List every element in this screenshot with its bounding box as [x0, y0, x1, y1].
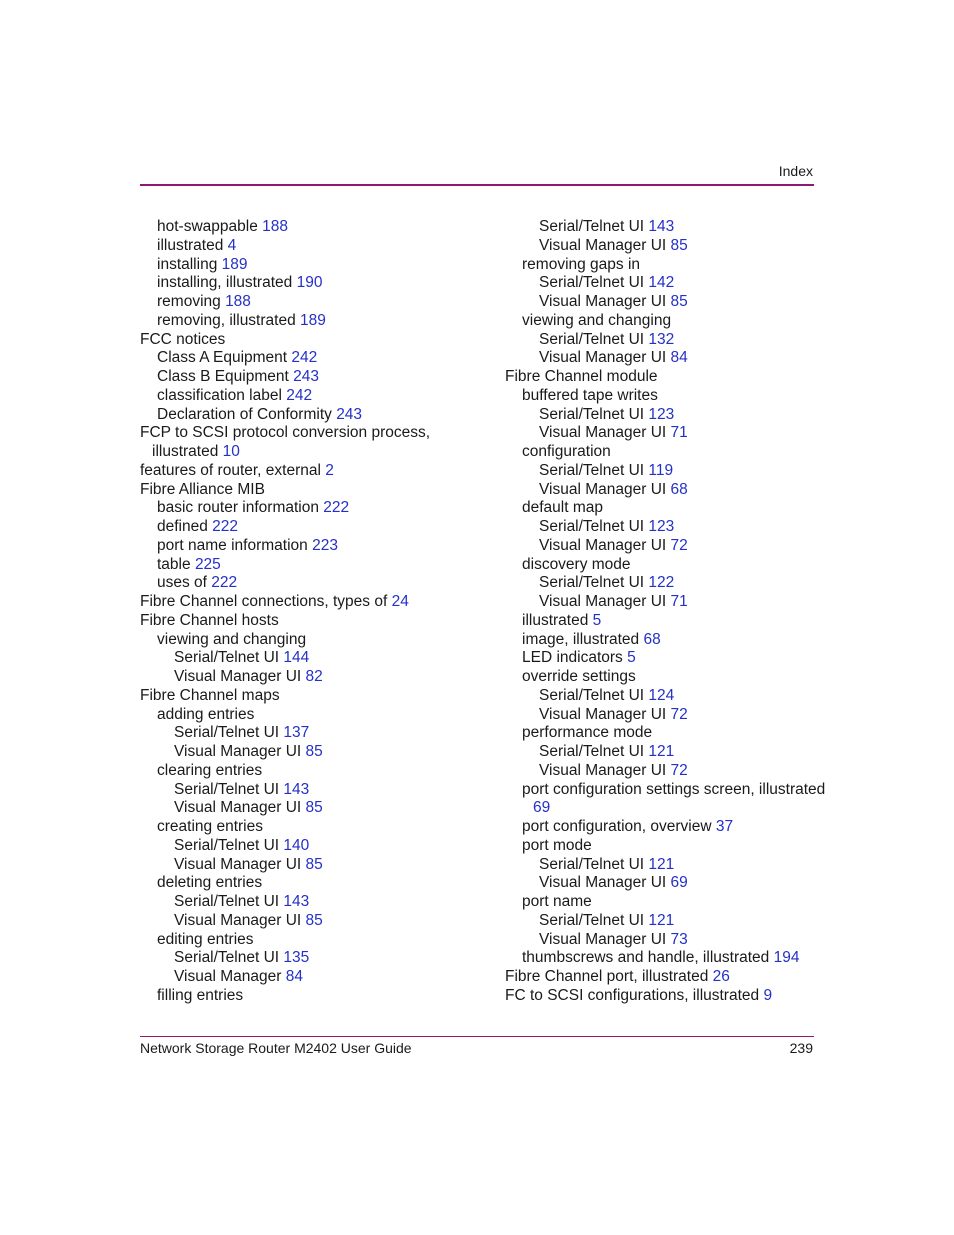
- index-page-link[interactable]: 243: [293, 368, 319, 385]
- index-entry-text: viewing and changing: [522, 311, 672, 329]
- index-entry: [140, 818, 500, 837]
- index-entry: [505, 706, 820, 725]
- index-entry: [505, 724, 820, 743]
- index-page-link[interactable]: 5: [627, 649, 636, 667]
- index-entry: [505, 256, 820, 275]
- index-entry: [140, 537, 500, 556]
- index-entry: [505, 687, 820, 706]
- index-page-link[interactable]: 4: [227, 236, 237, 254]
- header-section-label: Index: [778, 163, 813, 179]
- index-entry: [140, 349, 500, 368]
- index-entry-text: buffered tape writes: [522, 386, 658, 404]
- index-entry-text: removing: [157, 293, 221, 310]
- index-entry-text: Visual Manager UI: [174, 855, 302, 873]
- index-entry: [140, 368, 500, 387]
- index-page-link[interactable]: 132: [648, 330, 675, 348]
- index-entry-text: Fibre Channel maps: [140, 686, 280, 704]
- index-page-link[interactable]: 194: [773, 949, 800, 967]
- index-entry-text: port mode: [522, 836, 592, 854]
- index-entry: [140, 556, 500, 575]
- index-entry-text: Fibre Channel hosts: [140, 611, 279, 629]
- index-entry: [505, 368, 820, 387]
- index-entry: [140, 931, 500, 950]
- index-entry: [505, 799, 820, 818]
- index-entry-text: image, illustrated: [522, 630, 640, 648]
- index-entry: [140, 481, 500, 500]
- index-entry: [505, 837, 820, 856]
- index-entry-text: thumbscrews and handle, illustrated: [522, 949, 770, 967]
- index-page-link[interactable]: 135: [283, 949, 310, 967]
- index-page-link[interactable]: 68: [643, 630, 661, 648]
- index-page-link[interactable]: 85: [305, 743, 323, 760]
- index-entry: [505, 649, 820, 668]
- index-page-link[interactable]: 73: [670, 930, 688, 948]
- index-entry-text: Declaration of Conformity: [157, 405, 332, 423]
- index-entry: [140, 912, 500, 931]
- index-page-link[interactable]: 144: [283, 649, 310, 667]
- index-page-link[interactable]: 223: [312, 536, 338, 554]
- index-entry-text: performance mode: [522, 724, 653, 742]
- index-entry: [505, 331, 820, 350]
- index-page-link[interactable]: 143: [648, 218, 675, 235]
- index-entry: [505, 462, 820, 481]
- index-page-link[interactable]: 72: [670, 536, 688, 554]
- index-entry: [140, 743, 500, 762]
- index-entry-text: removing, illustrated: [157, 311, 296, 329]
- index-page-link[interactable]: 5: [592, 611, 602, 629]
- index-entry-text: Serial/Telnet UI: [174, 949, 280, 967]
- index-page-link[interactable]: 137: [283, 724, 310, 742]
- index-entry-text: configuration: [522, 443, 611, 460]
- index-entry: [505, 556, 820, 575]
- index-entry-text: illustrated: [152, 443, 219, 460]
- index-page-link[interactable]: 84: [285, 968, 303, 985]
- index-entry-text: uses of: [157, 574, 207, 592]
- index-entry-text: default map: [522, 499, 603, 517]
- index-page-link[interactable]: 9: [763, 986, 773, 1004]
- index-entry-text: Serial/Telnet UI: [539, 218, 645, 235]
- index-entry-text: creating entries: [157, 818, 263, 835]
- index-entry: [140, 874, 500, 893]
- index-entry-text: features of router, external: [140, 461, 321, 479]
- index-page-link[interactable]: 189: [300, 311, 326, 329]
- index-entry: [140, 687, 500, 706]
- index-entry: [140, 237, 500, 256]
- index-entry: [140, 949, 500, 968]
- index-entry-text: Serial/Telnet UI: [539, 855, 645, 873]
- index-entry-text: Visual Manager UI: [539, 349, 667, 367]
- index-page-link[interactable]: 10: [222, 443, 240, 460]
- index-entry: [505, 406, 820, 425]
- index-entry-text: Visual Manager UI: [174, 668, 302, 685]
- index-page-link[interactable]: 37: [715, 818, 734, 835]
- index-entry-text: viewing and changing: [157, 630, 307, 648]
- index-entry-text: port name information: [157, 536, 308, 554]
- index-page-link[interactable]: 140: [283, 836, 310, 854]
- index-page-link[interactable]: 242: [291, 349, 318, 367]
- index-entry-text: Visual Manager UI: [539, 480, 667, 498]
- index-entry-text: hot-swappable: [157, 218, 258, 235]
- index-page-link[interactable]: 85: [670, 236, 688, 254]
- index-page-link[interactable]: 142: [648, 274, 675, 292]
- index-page-link[interactable]: 121: [648, 911, 675, 929]
- index-entry: [140, 706, 500, 725]
- index-entry: [140, 218, 500, 237]
- index-entry-text: illustrated: [157, 236, 224, 254]
- index-entry-text: Visual Manager UI: [174, 799, 302, 817]
- index-entry: [140, 274, 500, 293]
- index-entry-text: Fibre Channel module: [505, 368, 658, 385]
- index-entry: [140, 593, 500, 612]
- index-page-link[interactable]: 242: [286, 386, 313, 404]
- index-entry: [140, 518, 500, 537]
- index-entry-text: Visual Manager: [174, 968, 282, 985]
- index-entry: [140, 856, 500, 875]
- index-entry: [140, 762, 500, 781]
- index-entry-text: Visual Manager UI: [539, 293, 667, 310]
- index-entry-text: Serial/Telnet UI: [539, 405, 645, 423]
- index-entry: [505, 574, 820, 593]
- index-page-link[interactable]: 121: [648, 743, 675, 760]
- index-entry: [140, 612, 500, 631]
- index-page-link[interactable]: 222: [212, 518, 239, 535]
- index-entry-text: Serial/Telnet UI: [539, 911, 645, 929]
- index-entry-text: editing entries: [157, 930, 254, 948]
- index-entry: [505, 987, 820, 1006]
- index-page-link[interactable]: 190: [296, 274, 323, 292]
- index-page-link[interactable]: 123: [648, 518, 675, 535]
- index-entry-text: Serial/Telnet UI: [174, 649, 280, 667]
- index-entry-text: filling entries: [157, 986, 244, 1004]
- index-entry-text: Serial/Telnet UI: [539, 743, 645, 760]
- index-entry: [140, 462, 500, 481]
- index-entry: [505, 762, 820, 781]
- index-entry-text: Serial/Telnet UI: [174, 724, 280, 742]
- index-entry: [505, 481, 820, 500]
- index-entry-text: FC to SCSI configurations, illustrated: [505, 986, 760, 1004]
- index-entry: [140, 837, 500, 856]
- index-entry-text: Visual Manager UI: [539, 536, 667, 554]
- index-entry: [505, 912, 820, 931]
- index-page-link[interactable]: 24: [391, 593, 409, 610]
- index-entry-text: Serial/Telnet UI: [174, 836, 280, 854]
- index-page-link[interactable]: 72: [670, 705, 688, 723]
- index-entry-text: FCP to SCSI protocol conversion process,: [140, 424, 431, 442]
- index-entry-text: port configuration, overview: [522, 818, 712, 835]
- index-column-right: [505, 218, 826, 1006]
- index-entry: [505, 274, 820, 293]
- index-entry: [505, 593, 820, 612]
- index-entry: [140, 387, 500, 406]
- index-page-link[interactable]: 2: [325, 461, 334, 479]
- index-page-link[interactable]: 124: [648, 686, 675, 704]
- index-entry: [505, 818, 820, 837]
- index-entry-text: Serial/Telnet UI: [539, 518, 645, 535]
- index-entry: [140, 406, 500, 425]
- index-entry-text: Fibre Alliance MIB: [140, 480, 265, 498]
- index-entry-text: Serial/Telnet UI: [174, 780, 280, 798]
- index-entry: [505, 424, 820, 443]
- index-entry: [140, 256, 500, 275]
- index-entry-text: Visual Manager UI: [174, 743, 302, 760]
- index-entry-text: removing gaps in: [522, 255, 641, 273]
- index-entry-text: Serial/Telnet UI: [539, 686, 645, 704]
- index-page-link[interactable]: 188: [262, 218, 289, 235]
- index-entry-text: deleting entries: [157, 874, 263, 892]
- index-entry-text: port name: [522, 893, 592, 910]
- index-entry: [140, 293, 500, 312]
- index-entry: [505, 387, 820, 406]
- index-page-link[interactable]: 189: [221, 255, 248, 273]
- index-entry: [140, 631, 500, 650]
- index-page-link[interactable]: 72: [670, 761, 688, 779]
- index-entry: [505, 743, 820, 762]
- index-entry: [140, 799, 500, 818]
- index-entry: [505, 856, 820, 875]
- index-entry-text: Visual Manager UI: [539, 424, 667, 442]
- index-page-link[interactable]: 122: [648, 574, 675, 592]
- index-entry: [140, 443, 500, 462]
- index-entry: [505, 780, 826, 800]
- index-entry: [140, 668, 500, 687]
- index-page-link[interactable]: 69: [670, 874, 688, 892]
- index-entry-text: FCC notices: [140, 330, 226, 348]
- index-entry: [505, 874, 820, 893]
- index-entry-text: defined: [157, 518, 208, 535]
- index-entry-text: Serial/Telnet UI: [539, 330, 645, 348]
- index-entry: [505, 893, 820, 912]
- index-page-link[interactable]: 68: [670, 480, 688, 498]
- index-page-link[interactable]: 222: [323, 499, 350, 517]
- index-entry-text: Serial/Telnet UI: [539, 461, 645, 479]
- index-entry-text: discovery mode: [522, 555, 631, 573]
- index-entry: [505, 218, 820, 237]
- index-page-link[interactable]: 188: [225, 293, 251, 310]
- index-entry-text: installing: [157, 255, 218, 273]
- index-page-link[interactable]: 71: [670, 424, 688, 442]
- index-entry: [505, 631, 820, 650]
- index-entry-text: classification label: [157, 386, 282, 404]
- index-page-link[interactable]: 26: [712, 968, 730, 985]
- index-entry: [140, 574, 500, 593]
- index-entry: [140, 649, 500, 668]
- index-entry-text: LED indicators: [522, 649, 623, 667]
- index-page-link[interactable]: 243: [336, 405, 363, 423]
- index-entry: [140, 331, 500, 350]
- index-entry-text: Serial/Telnet UI: [539, 274, 645, 292]
- index-entry: [140, 987, 500, 1006]
- index-entry-text: Visual Manager UI: [539, 705, 667, 723]
- index-entry-text: illustrated: [522, 611, 589, 629]
- index-entry: [505, 293, 820, 312]
- index-page-link[interactable]: 85: [305, 855, 323, 873]
- index-entry-text: Visual Manager UI: [539, 593, 667, 610]
- index-entry-text: port configuration settings screen, illustrated: [522, 780, 826, 798]
- index-entry: [140, 312, 500, 331]
- footer-title: Network Storage Router M2402 User Guide: [140, 1040, 412, 1056]
- index-entry-text: Visual Manager UI: [539, 761, 667, 779]
- index-page-link[interactable]: 71: [670, 593, 688, 610]
- index-entry-text: Fibre Channel connections, types of: [140, 593, 388, 610]
- header-rule: [140, 184, 814, 186]
- index-entry-text: Visual Manager UI: [539, 930, 667, 948]
- index-entry-text: Visual Manager UI: [174, 911, 302, 929]
- index-entry: [505, 237, 820, 256]
- index-entry: [505, 612, 820, 631]
- index-entry: [140, 968, 500, 987]
- index-entry: [505, 518, 820, 537]
- index-entry: [505, 312, 820, 331]
- index-entry: [140, 893, 500, 912]
- index-column-left: [140, 218, 500, 1006]
- index-entry-text: clearing entries: [157, 761, 263, 779]
- index-entry: [505, 537, 820, 556]
- index-page-link[interactable]: 84: [670, 349, 688, 367]
- index-entry: [140, 499, 500, 518]
- index-entry: [505, 931, 820, 950]
- index-entry: [140, 781, 500, 800]
- footer-rule: [140, 1036, 814, 1037]
- index-entry-text: Class B Equipment: [157, 368, 289, 385]
- index-entry-text: adding entries: [157, 705, 255, 723]
- index-page-link[interactable]: 85: [305, 911, 323, 929]
- index-page-link[interactable]: 85: [670, 293, 688, 310]
- index-entry-text: table: [157, 555, 191, 573]
- index-entry: [505, 668, 820, 687]
- index-entry-text: override settings: [522, 668, 636, 685]
- index-page-link[interactable]: 82: [305, 668, 323, 685]
- index-entry-text: Serial/Telnet UI: [539, 574, 645, 592]
- index-page-link[interactable]: 85: [305, 799, 323, 817]
- index-page-link[interactable]: 143: [283, 893, 310, 910]
- index-page-link[interactable]: 143: [283, 780, 310, 798]
- index-entry: [505, 968, 820, 987]
- index-entry: [505, 949, 820, 968]
- index-entry: [140, 724, 500, 743]
- index-entry-text: installing, illustrated: [157, 274, 293, 292]
- index-entry-text: Visual Manager UI: [539, 236, 667, 254]
- index-page-link[interactable]: 69: [533, 799, 551, 817]
- index-entry: [505, 349, 820, 368]
- index-entry-text: Class A Equipment: [157, 349, 288, 367]
- index-page-link[interactable]: 225: [194, 555, 221, 573]
- index-page-link[interactable]: 222: [211, 574, 238, 592]
- index-page-link[interactable]: 123: [648, 405, 675, 423]
- index-entry-text: Fibre Channel port, illustrated: [505, 968, 709, 985]
- index-entry-text: basic router information: [157, 499, 319, 517]
- index-page-link[interactable]: 119: [648, 461, 674, 479]
- footer-page-number: 239: [789, 1040, 813, 1056]
- index-entry-text: Serial/Telnet UI: [174, 893, 280, 910]
- index-entry: [140, 424, 500, 443]
- index-entry: [505, 499, 820, 518]
- index-entry: [505, 443, 820, 462]
- index-page-link[interactable]: 121: [648, 855, 675, 873]
- index-entry-text: Visual Manager UI: [539, 874, 667, 892]
